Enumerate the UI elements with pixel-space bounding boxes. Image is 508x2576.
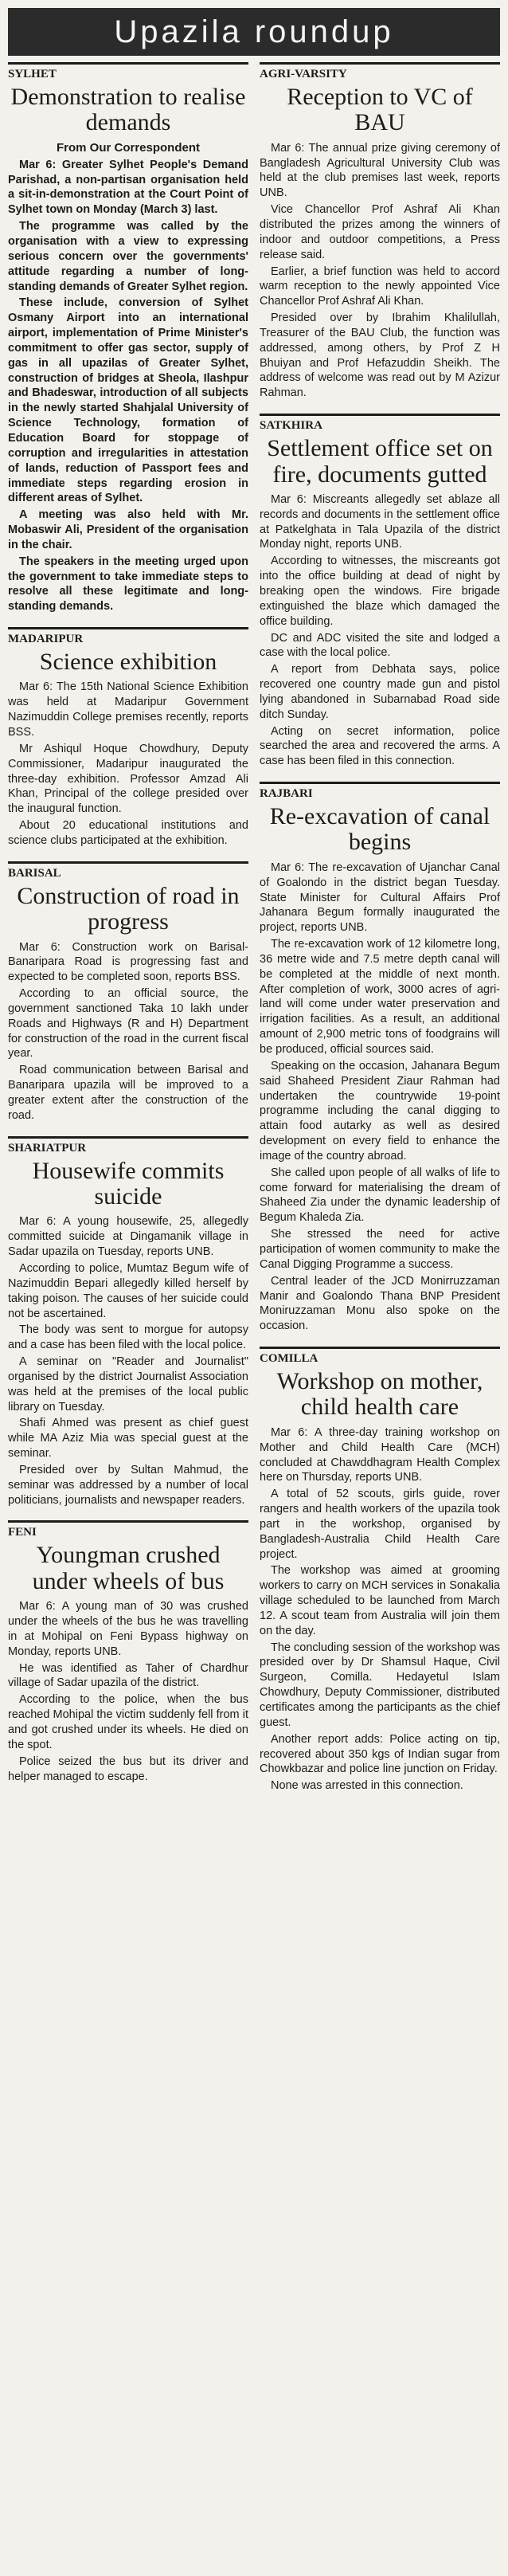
story-paragraph: Mar 6: The 15th National Science Exhibition was held at Madaripur Government Nazimuddin College premises recently, reports BSS. bbox=[8, 680, 248, 739]
section-label: FENI bbox=[8, 1520, 248, 1539]
story-paragraph: Another report adds: Police acting on tip, recovered about 350 kgs of Indian sugar from Chowkbazar and police line junction on Friday. bbox=[260, 1732, 500, 1776]
story-paragraph: She stressed the need for active participation of women community to make the Canal Digging Programme a success. bbox=[260, 1228, 500, 1271]
story-headline: Demonstration to realise demands bbox=[10, 84, 246, 136]
story-feni bbox=[8, 1520, 248, 1786]
story-sylhet bbox=[8, 62, 248, 616]
story-paragraph: According to an official source, the government sanctioned Taka 10 lakh under Roads and Highways (R and H) Department for construction of the road in the current fiscal year. bbox=[8, 987, 248, 1061]
story-paragraph: According to the police, when the bus reached Mohipal the victim suddenly fell from it and got crushed under its wheels. He died on the spot. bbox=[8, 1693, 248, 1751]
section-label: MADARIPUR bbox=[8, 627, 248, 646]
story-paragraph: The speakers in the meeting urged upon the government to take immediate steps to resolve all these legitimate and long-standing demands. bbox=[8, 555, 248, 614]
story-paragraph: Mar 6: Miscreants allegedly set ablaze all records and documents in the settlement office at Patkelghata in Tala Upazila of the district Monday night, reports UNB. bbox=[260, 492, 500, 551]
story-byline: From Our Correspondent bbox=[56, 140, 200, 155]
section-label: SATKHIRA bbox=[260, 414, 500, 433]
section-label: AGRI-VARSITY bbox=[260, 62, 500, 81]
story-paragraph: Mar 6: A three-day training workshop on Mother and Child Health Care (MCH) concluded at Chawddhagram Health Complex here on Thursday, reports UNB. bbox=[260, 1425, 500, 1484]
story-paragraph: Mar 6: A young man of 30 was crushed under the wheels of the bus he was travelling in at Mohipal on Feni Bypass highway on Monday, reports UNB. bbox=[8, 1600, 248, 1658]
left-column bbox=[8, 62, 248, 1806]
story-paragraph: Vice Chancellor Prof Ashraf Ali Khan distributed the prizes among the winners of indoor and outdoor competitions, a Press release said. bbox=[260, 203, 500, 261]
story-paragraph: Mr Ashiqul Hoque Chowdhury, Deputy Commissioner, Madaripur inaugurated the three-day exhibition. Professor Amzad Ali Khan, Principal of the college presided over the inaugural function. bbox=[8, 742, 248, 816]
story-satkhira bbox=[260, 414, 500, 770]
story-paragraph: About 20 educational institutions and science clubs participated at the exhibition. bbox=[8, 819, 248, 847]
section-label: SYLHET bbox=[8, 62, 248, 81]
story-paragraph: A meeting was also held with Mr. Mobaswir Ali, President of the organisation in the chair. bbox=[8, 508, 248, 551]
story-barisal bbox=[8, 861, 248, 1125]
story-paragraph: Shafi Ahmed was present as chief guest while MA Aziz Mia was special guest at the seminar. bbox=[8, 1417, 248, 1461]
story-paragraph: These include, conversion of Sylhet Osmany Airport into an international airport, implementation of Prime Minister's commitment to offer gas sector, supply of gas in all upazilas of Greater Sylhet, construction of bridges at Sheola, Ilashpur and Bhadeswar, introduction of all subjects in the newly started Shahjalal University of Science Technology, formation of Education Board for stoppage of corruption and irregularities in attestation of lands, reduction of Passport fees and immediate steps regarding erosion in different areas of Sylhet. bbox=[8, 296, 248, 505]
story-paragraph: She called upon people of all walks of life to come forward for materialising the dream of Shaheed Zia under the dynamic leadership of Begum Khaleda Zia. bbox=[260, 1166, 500, 1225]
story-paragraph: The programme was called by the organisation with a view to expressing serious concern over the governments' attitude regarding a number of long-standing demands of Greater Sylhet region. bbox=[8, 220, 248, 293]
story-paragraph: A seminar on "Reader and Journalist" organised by the district Journalist Association was held at the premises of the local public library on Tuesday. bbox=[8, 1355, 248, 1413]
story-headline: Construction of road in progress bbox=[17, 882, 240, 935]
story-agri-varsity bbox=[260, 62, 500, 402]
story-paragraph: The workshop was aimed at grooming workers to carry on MCH services in Sonakalia village scheduled to be launched from March 12. A scout team from Australia will join them on the day. bbox=[260, 1564, 500, 1637]
section-label: BARISAL bbox=[8, 861, 248, 880]
story-headline: Youngman crushed under wheels of bus bbox=[32, 1542, 225, 1594]
story-paragraph: Mar 6: The annual prize giving ceremony of Bangladesh Agricultural University Club was held at the club premises last week, reports UNB. bbox=[260, 141, 500, 200]
section-label: COMILLA bbox=[260, 1347, 500, 1366]
story-paragraph: Earlier, a brief function was held to accord warm reception to the newly appointed Vice Chancellor Prof Ashraf Ali Khan. bbox=[260, 265, 500, 308]
story-paragraph: A total of 52 scouts, girls guide, rover rangers and health workers of the upazila took part in the workshop, organised by Bangladesh-Australia Child Health Care project. bbox=[260, 1488, 500, 1561]
story-paragraph: Mar 6: Greater Sylhet People's Demand Parishad, a non-partisan organisation held a sit-in-demonstration at the Court Point of Sylhet town on Monday (March 3) last. bbox=[8, 158, 248, 217]
story-madaripur bbox=[8, 627, 248, 850]
section-label: SHARIATPUR bbox=[8, 1136, 248, 1155]
story-paragraph: According to police, Mumtaz Begum wife of Nazimuddin Bepari allegedly killed herself by taking poison. The causes of her suicide could not be ascertained. bbox=[8, 1261, 248, 1320]
page-banner: Upazila roundup bbox=[8, 8, 500, 56]
section-label: RAJBARI bbox=[260, 782, 500, 801]
story-paragraph: Acting on secret information, police searched the area and recovered the arms. A case has been filed in this connection. bbox=[260, 724, 500, 768]
story-shariatpur bbox=[8, 1136, 248, 1510]
right-column bbox=[260, 62, 500, 1806]
story-headline: Housewife commits suicide bbox=[32, 1157, 225, 1210]
story-paragraph: Road communication between Barisal and Banaripara upazila will be improved to a greater extent after the construction of the road. bbox=[8, 1064, 248, 1122]
story-paragraph: According to witnesses, the miscreants got into the office building at dead of night by breaking open the windows. Fire brigade extinguished the blaze which damaged the office building. bbox=[260, 555, 500, 628]
story-headline: Workshop on mother, child health care bbox=[276, 1368, 483, 1421]
story-paragraph: The re-excavation work of 12 kilometre long, 36 metre wide and 7.5 metre depth canal will be completed at the middle of next month. After completion of work, 3000 acres of agri-land will come under water preservation and irrigation facilities. As a result, an additional amount of 2,900 metric tons of foodgrains will be produced, official sources said. bbox=[260, 938, 500, 1056]
story-paragraph: Presided over by Sultan Mahmud, the seminar was addressed by a number of local politicians, journalists and newspaper readers. bbox=[8, 1463, 248, 1507]
story-paragraph: None was arrested in this connection. bbox=[271, 1779, 463, 1793]
story-comilla bbox=[260, 1347, 500, 1795]
story-paragraph: A report from Debhata says, police recovered one country made gun and pistol lying abandoned in Subarnabad Road side ditch Sunday. bbox=[260, 663, 500, 721]
story-paragraph: Presided over by Ibrahim Khalilullah, Treasurer of the BAU Club, the function was addressed, among others, by Prof Z H Bhuiyan and Prof Hefazuddin Sheikh. The address of welcome was read out by M Azizur Rahman. bbox=[260, 312, 500, 400]
story-paragraph: DC and ADC visited the site and lodged a case with the local police. bbox=[260, 631, 500, 660]
story-paragraph: Speaking on the occasion, Jahanara Begum said Shaheed President Ziaur Rahman had undertaken the countrywide 19-point programme including the canal digging to attain food autarky as well as desired development on every field to enhance the image of the country abroad. bbox=[260, 1059, 500, 1163]
story-paragraph: Mar 6: A young housewife, 25, allegedly committed suicide at Dingamanik village in Sadar upazila on Tuesday, reports UNB. bbox=[8, 1215, 248, 1259]
story-paragraph: Police seized the bus but its driver and helper managed to escape. bbox=[8, 1755, 248, 1783]
story-headline: Science exhibition bbox=[39, 649, 217, 676]
story-columns bbox=[8, 62, 500, 1806]
story-headline: Re-excavation of canal begins bbox=[269, 803, 490, 856]
story-paragraph: Mar 6: Construction work on Barisal-Banaripara Road is progressing fast and expected to be completed soon, reports BSS. bbox=[8, 940, 248, 984]
story-paragraph: He was identified as Taher of Chardhur village of Sadar upazila of the district. bbox=[8, 1661, 248, 1690]
story-headline: Reception to VC of BAU bbox=[287, 84, 473, 136]
story-paragraph: The body was sent to morgue for autopsy and a case has been filed with the local police. bbox=[8, 1323, 248, 1352]
story-headline: Settlement office set on fire, documents gutted bbox=[267, 435, 493, 488]
story-paragraph: Mar 6: The re-excavation of Ujanchar Canal of Goalondo in the district began Tuesday. State Minister for Cultural Affairs Prof Jahanara Begum formally inaugurated the project, reports UNB. bbox=[260, 861, 500, 935]
story-rajbari bbox=[260, 782, 500, 1335]
story-paragraph: The concluding session of the workshop was presided over by Dr Shamsul Haque, Civil Surgeon, Comilla. Hedayetul Islam Chowdhury, Deputy Commissioner, distributed certificates among the participants as the chief guest. bbox=[260, 1641, 500, 1729]
story-paragraph: Central leader of the JCD Monirruzzaman Manir and Goalondo Thana BNP President Moniruzzaman Monu also spoke on the occasion. bbox=[260, 1274, 500, 1333]
